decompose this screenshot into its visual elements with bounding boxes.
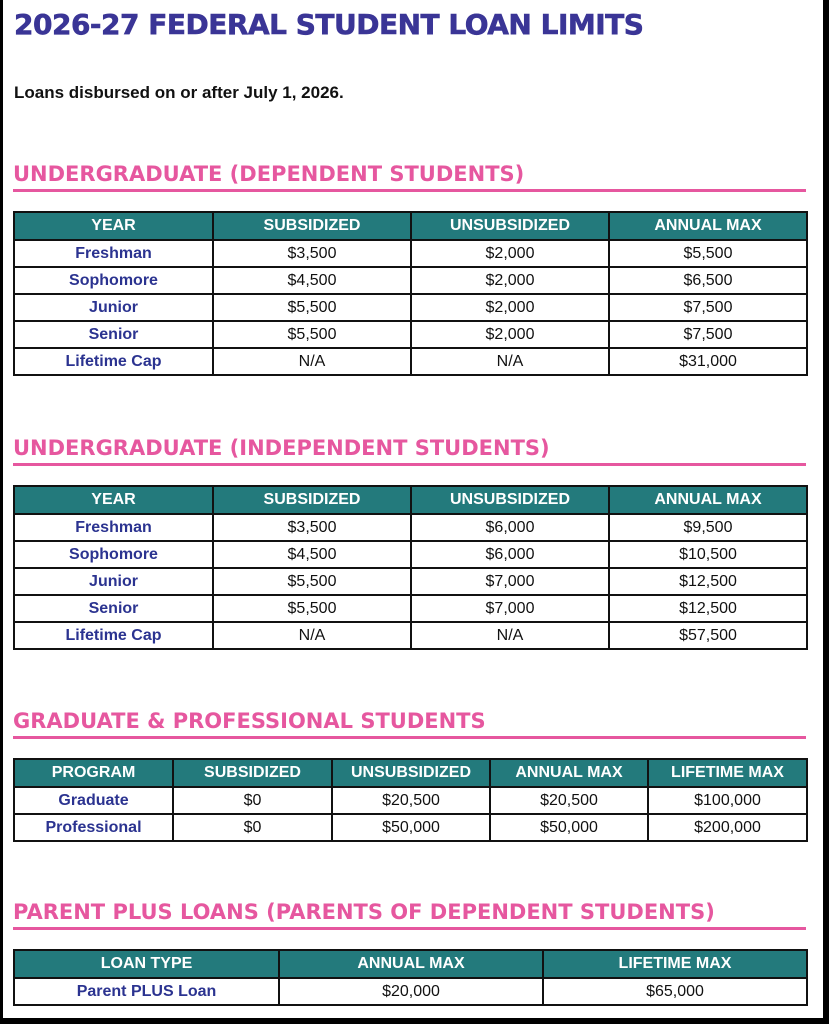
section-dependent — [13, 161, 806, 376]
table-cell: $7,000 — [411, 595, 609, 622]
column-header: ANNUAL MAX — [279, 950, 543, 978]
column-header: ANNUAL MAX — [609, 486, 807, 514]
table-cell: N/A — [213, 348, 411, 375]
page-subtitle: Loans disbursed on or after July 1, 2026. — [14, 83, 344, 102]
table-cell: $3,500 — [213, 514, 411, 541]
section-parent-plus — [13, 899, 806, 1006]
table-cell: $50,000 — [490, 814, 648, 841]
table-cell: $0 — [173, 787, 332, 814]
table-row — [14, 787, 807, 814]
row-label: Junior — [14, 568, 213, 595]
table-row — [14, 240, 807, 267]
table-cell: $5,500 — [213, 294, 411, 321]
table-cell: $0 — [173, 814, 332, 841]
table-header-row — [14, 486, 807, 514]
parent-plus-loan-table — [13, 949, 808, 1006]
table-cell: $3,500 — [213, 240, 411, 267]
table-cell: $5,500 — [609, 240, 807, 267]
table-row — [14, 595, 807, 622]
section-heading: UNDERGRADUATE (INDEPENDENT STUDENTS) — [13, 436, 550, 460]
table-row — [14, 978, 807, 1005]
column-header: ANNUAL MAX — [609, 212, 807, 240]
row-label: Professional — [14, 814, 173, 841]
column-header: UNSUBSIDIZED — [411, 486, 609, 514]
row-label: Sophomore — [14, 541, 213, 568]
table-cell: $200,000 — [648, 814, 807, 841]
column-header: UNSUBSIDIZED — [411, 212, 609, 240]
section-divider — [13, 736, 806, 739]
independent-loan-table — [13, 485, 808, 650]
table-cell: $6,000 — [411, 514, 609, 541]
column-header: SUBSIDIZED — [213, 212, 411, 240]
table-cell: $10,500 — [609, 541, 807, 568]
section-divider — [13, 927, 806, 930]
table-cell: $5,500 — [213, 321, 411, 348]
table-cell: $4,500 — [213, 541, 411, 568]
table-cell: $50,000 — [332, 814, 490, 841]
document-page — [3, 0, 823, 1018]
row-label: Freshman — [14, 240, 213, 267]
table-cell: $4,500 — [213, 267, 411, 294]
dependent-loan-table — [13, 211, 808, 376]
row-label: Senior — [14, 321, 213, 348]
section-graduate — [13, 708, 806, 842]
table-cell: $12,500 — [609, 595, 807, 622]
table-row — [14, 814, 807, 841]
table-cell: N/A — [411, 348, 609, 375]
row-label: Lifetime Cap — [14, 622, 213, 649]
table-cell: $12,500 — [609, 568, 807, 595]
table-cell: $57,500 — [609, 622, 807, 649]
row-label: Parent PLUS Loan — [14, 978, 279, 1005]
column-header: LIFETIME MAX — [648, 759, 807, 787]
table-cell: $20,500 — [332, 787, 490, 814]
table-header-row — [14, 950, 807, 978]
column-header: LOAN TYPE — [14, 950, 279, 978]
section-heading: PARENT PLUS LOANS (PARENTS OF DEPENDENT STUDENTS) — [13, 900, 715, 924]
table-header-row — [14, 212, 807, 240]
column-header: YEAR — [14, 486, 213, 514]
column-header: ANNUAL MAX — [490, 759, 648, 787]
row-label: Senior — [14, 595, 213, 622]
section-heading: UNDERGRADUATE (DEPENDENT STUDENTS) — [13, 162, 525, 186]
table-row — [14, 321, 807, 348]
table-row — [14, 622, 807, 649]
section-independent — [13, 435, 806, 650]
column-header: SUBSIDIZED — [213, 486, 411, 514]
table-cell: N/A — [411, 622, 609, 649]
table-row — [14, 514, 807, 541]
table-cell: $2,000 — [411, 267, 609, 294]
table-cell: $31,000 — [609, 348, 807, 375]
table-header-row — [14, 759, 807, 787]
column-header: SUBSIDIZED — [173, 759, 332, 787]
page-title: 2026-27 FEDERAL STUDENT LOAN LIMITS — [14, 8, 644, 41]
table-cell: $2,000 — [411, 294, 609, 321]
table-cell: $7,500 — [609, 321, 807, 348]
table-cell: $20,000 — [279, 978, 543, 1005]
table-cell: $5,500 — [213, 595, 411, 622]
table-cell: $2,000 — [411, 321, 609, 348]
table-cell: $9,500 — [609, 514, 807, 541]
table-row — [14, 294, 807, 321]
graduate-loan-table — [13, 758, 808, 842]
table-cell: $7,500 — [609, 294, 807, 321]
row-label: Junior — [14, 294, 213, 321]
section-divider — [13, 463, 806, 466]
column-header: UNSUBSIDIZED — [332, 759, 490, 787]
column-header: YEAR — [14, 212, 213, 240]
table-cell: $6,500 — [609, 267, 807, 294]
table-cell: $2,000 — [411, 240, 609, 267]
row-label: Graduate — [14, 787, 173, 814]
table-row — [14, 267, 807, 294]
table-cell: $6,000 — [411, 541, 609, 568]
table-cell: N/A — [213, 622, 411, 649]
table-cell: $65,000 — [543, 978, 807, 1005]
table-cell: $7,000 — [411, 568, 609, 595]
table-cell: $5,500 — [213, 568, 411, 595]
column-header: PROGRAM — [14, 759, 173, 787]
table-row — [14, 541, 807, 568]
section-divider — [13, 189, 806, 192]
table-row — [14, 568, 807, 595]
column-header: LIFETIME MAX — [543, 950, 807, 978]
row-label: Sophomore — [14, 267, 213, 294]
table-row — [14, 348, 807, 375]
row-label: Freshman — [14, 514, 213, 541]
section-heading: GRADUATE & PROFESSIONAL STUDENTS — [13, 709, 486, 733]
row-label: Lifetime Cap — [14, 348, 213, 375]
table-cell: $100,000 — [648, 787, 807, 814]
table-cell: $20,500 — [490, 787, 648, 814]
